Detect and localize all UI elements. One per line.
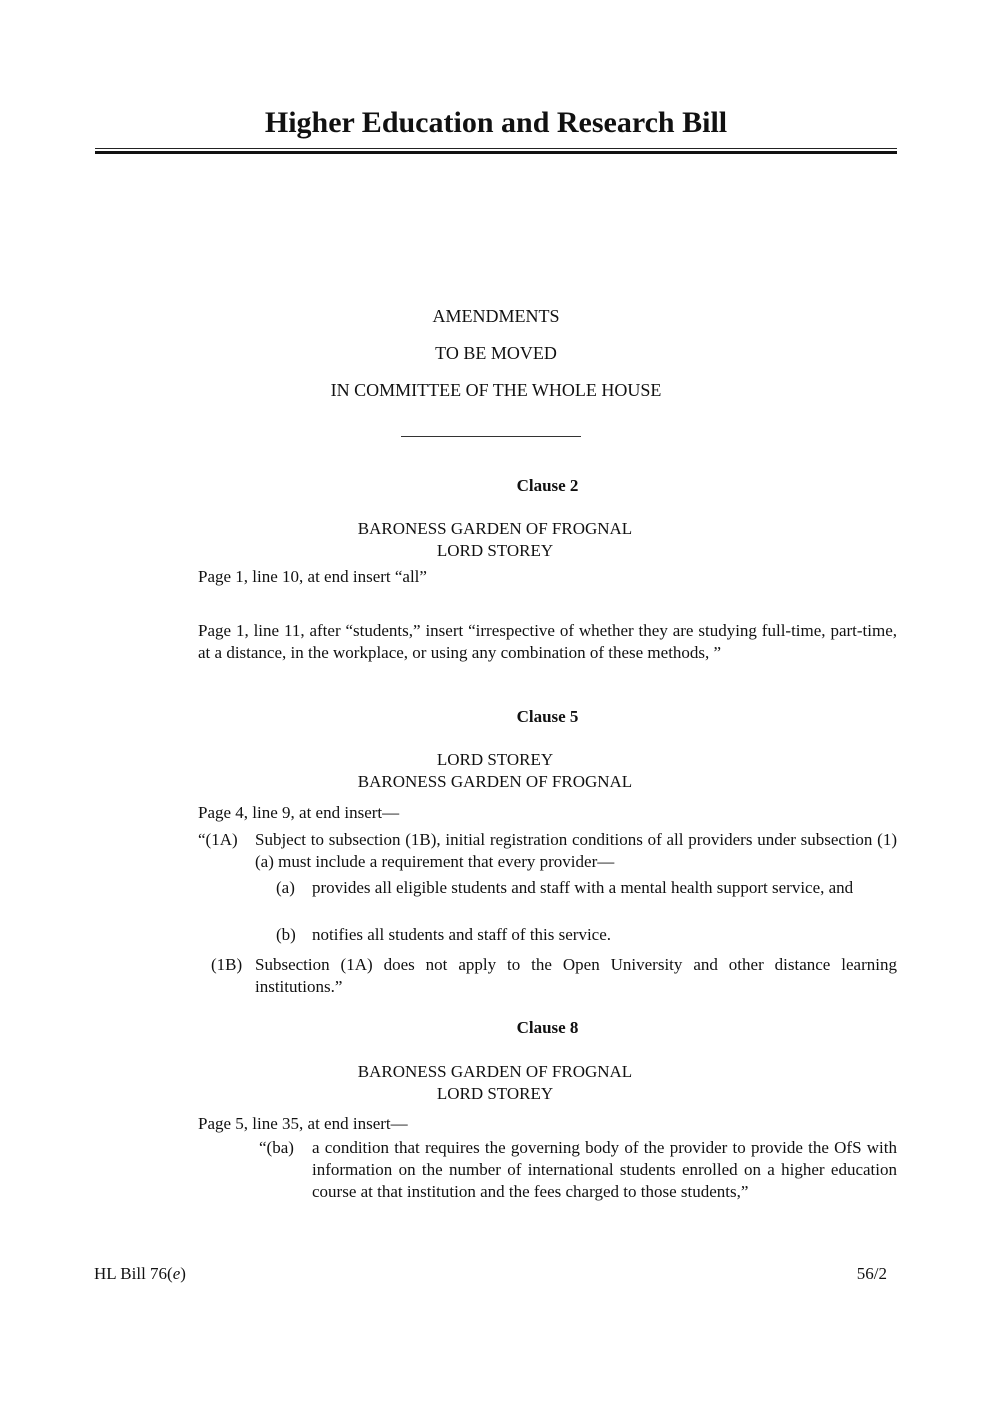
members-block xyxy=(195,518,795,562)
member-name: LORD STOREY xyxy=(436,750,554,769)
title-rule-thick xyxy=(95,151,897,154)
clause-heading: Clause 2 xyxy=(516,476,579,495)
amendment-text: Page 1, line 11, after “students,” insert “irrespective of whether they are studying full-time, part-time, at a distance, in the workplace, or using any combination of these methods, ” xyxy=(198,621,897,662)
intro-line-committee: IN COMMITTEE OF THE WHOLE HOUSE xyxy=(330,380,662,400)
member-name: LORD STOREY xyxy=(436,1084,554,1103)
intro-line-to-be-moved: TO BE MOVED xyxy=(435,343,557,363)
amendment-text: Page 1, line 10, at end insert “all” xyxy=(198,567,427,586)
intro-line-amendments: AMENDMENTS xyxy=(432,306,560,326)
separator-rule xyxy=(401,436,581,437)
member-name: BARONESS GARDEN OF FROGNAL xyxy=(357,772,633,791)
item-text: a condition that requires the governing body of the provider to provide the OfS with information on the number of international students enrolled on a higher education course at that institution and the fees charged to those students,” xyxy=(312,1138,897,1201)
item-label: (a) xyxy=(276,878,295,897)
subsection-label: (1B) xyxy=(211,955,243,974)
item-text: notifies all students and staff of this service. xyxy=(312,925,612,944)
item-label: “(ba) xyxy=(259,1138,294,1157)
document-title: Higher Education and Research Bill xyxy=(264,106,728,139)
amendment-intro: Page 4, line 9, at end insert— xyxy=(198,803,400,822)
subsection-text: Subject to subsection (1B), initial registration conditions of all providers under subsection (1)(a) must include a requirement that every provider— xyxy=(255,830,897,871)
clause-heading: Clause 8 xyxy=(516,1018,579,1037)
amendment-intro: Page 5, line 35, at end insert— xyxy=(198,1114,408,1133)
member-name: BARONESS GARDEN OF FROGNAL xyxy=(357,519,633,538)
title-rule-thin xyxy=(95,148,897,149)
item-label: (b) xyxy=(276,925,296,944)
member-name: BARONESS GARDEN OF FROGNAL xyxy=(357,1062,633,1081)
clause-heading: Clause 5 xyxy=(516,707,579,726)
page-reference: 56/2 xyxy=(856,1264,887,1283)
subsection-text: Subsection (1A) does not apply to the Open University and other distance learning institutions.” xyxy=(255,955,897,996)
member-name: LORD STOREY xyxy=(436,541,554,560)
subsection-label: “(1A) xyxy=(198,830,238,849)
bill-reference: HL Bill 76(e) xyxy=(94,1264,186,1283)
item-text: provides all eligible students and staff with a mental health support service, and xyxy=(312,878,854,897)
members-block xyxy=(195,1061,795,1105)
members-block xyxy=(195,749,795,793)
